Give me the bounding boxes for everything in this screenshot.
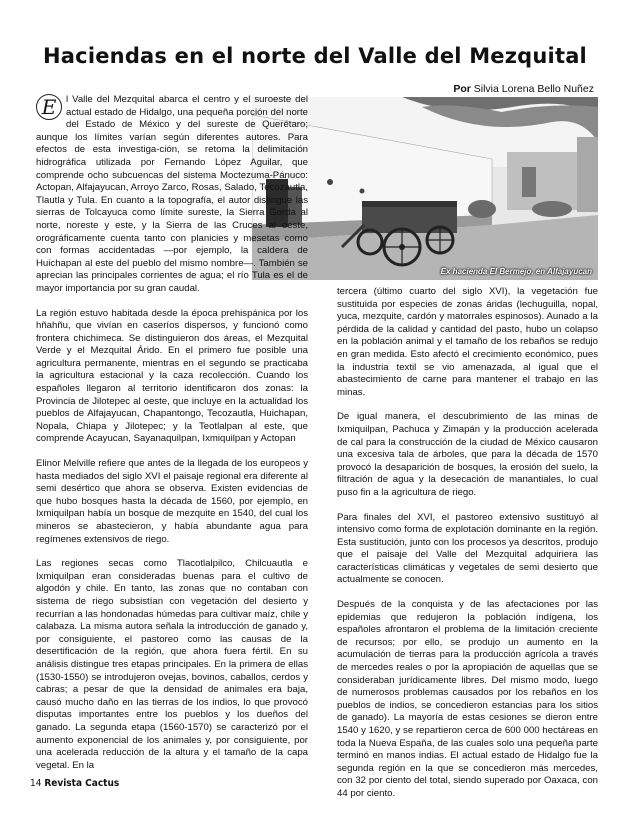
drop-cap: E: [36, 94, 62, 120]
byline-prefix: Por: [453, 83, 471, 95]
magazine-name: Revista Cactus: [44, 778, 120, 789]
paragraph: tercera (último cuarto del siglo XVI), la vegetación fue sustituida por especies de zonas áridas (lechuguilla, nopal, yuca, mezquite, cardón y matorrales espinosos). Aunado a la pérdida de la calidad y cantidad del pasto, hubo un colapso en la población animal y el tamaño de los rebaños se redujo en gran medida. Esto afectó el crecimiento económico, pues la industria textil se vio amenazada, al igual que el abastecimiento de carne para mantener el trabajo en las minas.: [337, 286, 598, 398]
left-column: [36, 94, 308, 784]
paragraph: Las regiones secas como Tlacotlalpilco, Chilcuautla e Ixmiquilpan eran consideradas buenas para el cultivo de algodón y chile. En tanto, las zonas que no contaban con sistema de riego subsistían con vegetación del desierto y recurrían a las hondonadas húmedas para cultivar maíz, chile y calabaza. La misma autora señala la introducción de ganado y, por consiguiente, el pastoreo como las causas de la desertificación de la región, que ahora fuera fértil. En su análisis distingue tres etapas principales. En la primera de ellas (1530-1550) se introdujeron ovejas, bovinos, caballos, cerdos y cabras; a pesar de que la densidad de animales era baja, causó mucho daño en las tierras de los indios, lo que provocó disputas importantes entre los pueblos y los dueños del ganado. La segunda etapa (1560-1570) se caracterizó por el aumento exponencial de los animales y, por consiguiente, por una acelerada reducción de la altura y el tamaño de la capa vegetal. En la: [36, 558, 308, 771]
photo-caption: Ex hacienda El Bermejo, en Alfajayucan: [440, 267, 592, 276]
paragraph: De igual manera, el descubrimiento de las minas de Ixmiquilpan, Pachuca y Zimapán y la producción acelerada de cal para la construcción de la ciudad de México causaron una excesiva tala de árboles, que para la década de 1570 provocó la desaparición de bosques, la erosión del suelo, la filtración de agua y la desecación de manantiales, lo cual puso fin a la agricultura de riego.: [337, 411, 598, 498]
author-name: Silvia Lorena Bello Nuñez: [473, 83, 594, 95]
page-number: 14: [30, 778, 42, 789]
page-footer: [30, 778, 119, 789]
paragraph: Para finales del XVI, el pastoreo extensivo sustituyó al intensivo como forma de explotación dominante en la región. Esta sustitución, junto con los procesos ya descritos, produjo que el paisaje del Valle del Mezquital adquiriera las características climáticas y vegetales de semi desierto que actualmente se conocen.: [337, 511, 598, 586]
paragraph: Elinor Melville refiere que antes de la llegada de los europeos y hasta mediados del siglo XVI el paisaje regional era diferente al semi desértico que ahora se observa. Existen evidencias de que hubo bosques hasta la década de 1560, por ejemplo, en Ixmiquilpan había un bosque de mezquite en 1540, del cual los mineros se abastecieron, y había abundante agua para regímenes extensivos de riego.: [36, 458, 308, 545]
paragraph: [36, 94, 308, 296]
byline: [453, 83, 594, 95]
article-title: Haciendas en el norte del Valle del Mezquital: [43, 44, 587, 68]
paragraph: Después de la conquista y de las afectaciones por las epidemias que redujeron la población indígena, los españoles afrontaron el problema de la limitación creciente de recursos; por ello, se produjo un aumento en la acumulación de tierras para la producción agrícola a través de mercedes reales o por la apropiación de aquellas que se consideraban jurídicamente libres. Del mismo modo, luego de numerosos problemas causados por los rebaños en los pueblos de indios, se concedieron estancias para los sitios de ganado). La mayoría de estas cesiones se dieron entre 1540 y 1620, y se repartieron cerca de 600 000 hectáreas en toda la Nueva España, de las cuales solo una pequeña parte terminó en manos indias. El actual estado de Hidalgo fue la segunda región en la que se concedieron más mercedes, con 32 por ciento del total, siendo superado por Oaxaca, con 44 por ciento.: [337, 599, 598, 799]
paragraph: La región estuvo habitada desde la época prehispánica por los hñahñu, que vivían en caseríos dispersos, y funcionó como frontera chichimeca. Se distinguieron dos áreas, el Mezquital Verde y el Mezquital Árido. En el primero fue posible una agricultura permanente, mientras en el segundo se practicaba la agricultura estacional y la caza recolección. Cuando los españoles llegaron al territorio identificaron dos zonas: la Provincia de Jilotepec al oeste, que incluye en la actualidad los pueblos de Alfajayucan, Chapantongo, Tecozautla, Huichapan, Nopala, Chiapa y Jilotepec; y la Teotlalpan al este, que comprende Acayucan, Sayanaquilpan, Ixmiquilpan y Actopan: [36, 307, 308, 445]
paragraph-text: l Valle del Mezquital abarca el centro y el suroeste del actual estado de Hidalgo, una pequeña porción del norte del Estado de México y del sureste de Querétaro; aunque los límites varían según diferentes autores. Para efectos de esta investiga-ción, se retoma la delimitación hidrográfica utilizada por Fernando López Aguilar, que comprende ocho subcuencas del sistema Moctezuma-Pánuco: Actopan, Alfajayucan, Arroyo Zarco, Rosas, Salado, Tecozautla, Tlautla y Tula. En cuanto a la topografía, el autor distingue las sierras de Tolcayuca como límite sureste, la Sierra Gorda al norte, noreste y este, y la Sierra de las Cruces al oeste, orográficamente cuenta tanto con planicies y mesetas como con formas accidentadas —por ejemplo, la caldera de Huichapan al este del pueblo del mismo nombre—. También se aprecian las principales corrientes de agua; el río Tula es el de mayor importancia por su gran caudal.: [36, 94, 308, 294]
right-column: [337, 286, 598, 813]
